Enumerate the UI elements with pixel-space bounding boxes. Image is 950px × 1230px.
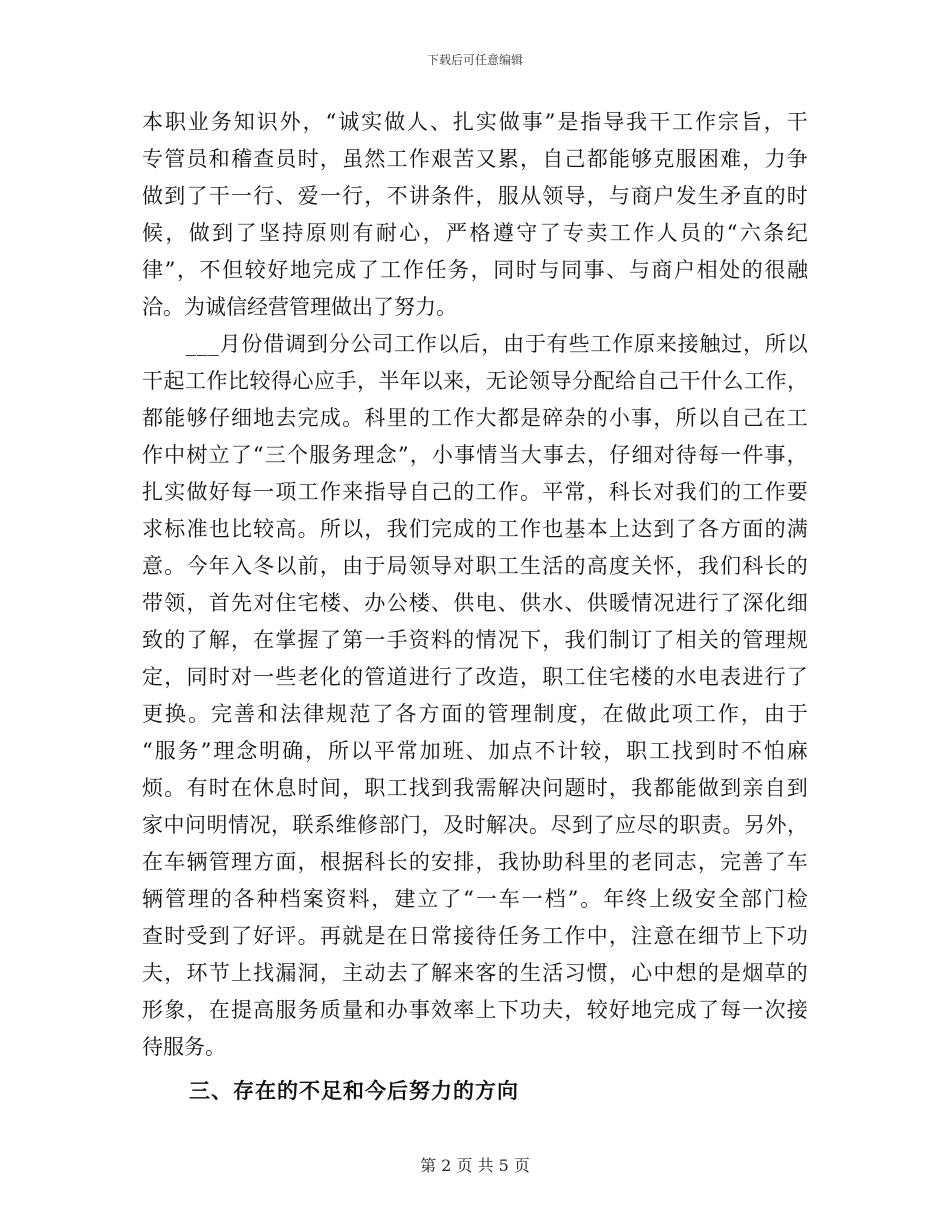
text-line: _ _ _ 月 份 借 调 到 分 公 司 工 作 以 后 ， 由 于 有 些 工 作 原 来 接 触 过 ， 所 以 [185,332,808,356]
text-line: 形 象 ， 在 提 高 服 务 质 量 和 办 事 效 率 上 下 功 夫 ， 较 好 地 完 成 了 每 一 次 接 [142,998,808,1022]
text-line: 带 领 ， 首 先 对 住 宅 楼 、 办 公 楼 、 供 电 、 供 水 、 供 暖 情 况 进 行 了 深 化 细 [142,591,808,615]
text-line: “ 服 务 ” 理 念 明 确 ， 所 以 平 常 加 班 、 加 点 不 计 较 ， 职 工 找 到 时 不 怕 麻 [142,739,808,763]
text-line: 洽 。 为 诚 信 经 营 管 理 做 出 了 努 力 。 [142,295,457,319]
text-line: 扎 实 做 好 每 一 项 工 作 来 指 导 自 己 的 工 作 。 平 常 ， 科 长 对 我 们 的 工 作 要 [142,480,808,504]
text-line: 定 ， 同 时 对 一 些 老 化 的 管 道 进 行 了 改 造 ， 职 工 住 宅 楼 的 水 电 表 进 行 了 [142,665,808,689]
text-line: 干 起 工 作 比 较 得 心 应 手 ， 半 年 以 来 ， 无 论 领 导 分 配 给 自 己 干 什 么 工 作 ， [142,369,808,393]
text-line: 致 的 了 解 ， 在 掌 握 了 第 一 手 资 料 的 情 况 下 ， 我 们 制 订 了 相 关 的 管 理 规 [142,628,808,652]
text-line: 在 车 辆 管 理 方 面 ， 根 据 科 长 的 安 排 ， 我 协 助 科 里 的 老 同 志 ， 完 善 了 车 [142,850,808,874]
text-line: 都 能 够 仔 细 地 去 完 成 。 科 里 的 工 作 大 都 是 碎 杂 的 小 事 ， 所 以 自 己 在 工 [142,406,808,430]
text-line: 夫 ， 环 节 上 找 漏 洞 ， 主 动 去 了 解 来 客 的 生 活 习 惯 ， 心 中 想 的 是 烟 草 的 [142,961,808,985]
page-number: 第 2 页 共 5 页 [420,1156,530,1175]
text-line: 待 服 务 。 [142,1035,226,1059]
text-line: 家 中 问 明 情 况 ， 联 系 维 修 部 门 ， 及 时 解 决 。 尽 到 了 应 尽 的 职 责 。 另 外 ， [142,813,808,837]
text-line: 律 ” ， 不 但 较 好 地 完 成 了 工 作 任 务 ， 同 时 与 同 事 、 与 商 户 相 处 的 很 融 [142,258,808,282]
text-line: 求 标 准 也 比 较 高 。 所 以 ， 我 们 完 成 的 工 作 也 基 本 上 达 到 了 各 方 面 的 满 [142,517,808,541]
text-line: 查 时 受 到 了 好 评 。 再 就 是 在 日 常 接 待 任 务 工 作 中 ， 注 意 在 细 节 上 下 功 [142,924,808,948]
page-header-note: 下载后可任意编辑 [426,53,523,67]
text-line: 候 ， 做 到 了 坚 持 原 则 有 耐 心 ， 严 格 遵 守 了 专 卖 工 作 人 员 的 “ 六 条 纪 [142,221,808,245]
text-line: 更 换 。 完 善 和 法 律 规 范 了 各 方 面 的 管 理 制 度 ， 在 做 此 项 工 作 ， 由 于 [142,702,808,726]
text-line: 意 。 今 年 入 冬 以 前 ， 由 于 局 领 导 对 职 工 生 活 的 高 度 关 怀 ， 我 们 科 长 的 [142,554,808,578]
text-line: 本 职 业 务 知 识 外 ， “ 诚 实 做 人 、 扎 实 做 事 ” 是 指 导 我 干 工 作 宗 旨 ， 干 [142,110,808,134]
text-line: 烦 。 有 时 在 休 息 时 间 ， 职 工 找 到 我 需 解 决 问 题 时 ， 我 都 能 做 到 亲 自 到 [142,776,808,800]
document-body [142,104,808,1066]
text-line: 作 中 树 立 了 “ 三 个 服 务 理 念 ” ， 小 事 情 当 大 事 去 ， 仔 细 对 待 每 一 件 事 ， [142,443,808,467]
section-heading: 三、存在的不足和今后努力的方向 [189,1078,519,1103]
text-line: 专 管 员 和 稽 查 员 时 ， 虽 然 工 作 艰 苦 又 累 ， 自 己 都 能 够 克 服 困 难 ， 力 争 [142,147,808,171]
text-line: 做 到 了 干 一 行 、 爱 一 行 ， 不 讲 条 件 ， 服 从 领 导 ， 与 商 户 发 生 矛 直 的 时 [142,184,808,208]
text-line: 辆 管 理 的 各 种 档 案 资 料 ， 建 立 了 “ 一 车 一 档 ” 。 年 终 上 级 安 全 部 门 检 [142,887,808,911]
